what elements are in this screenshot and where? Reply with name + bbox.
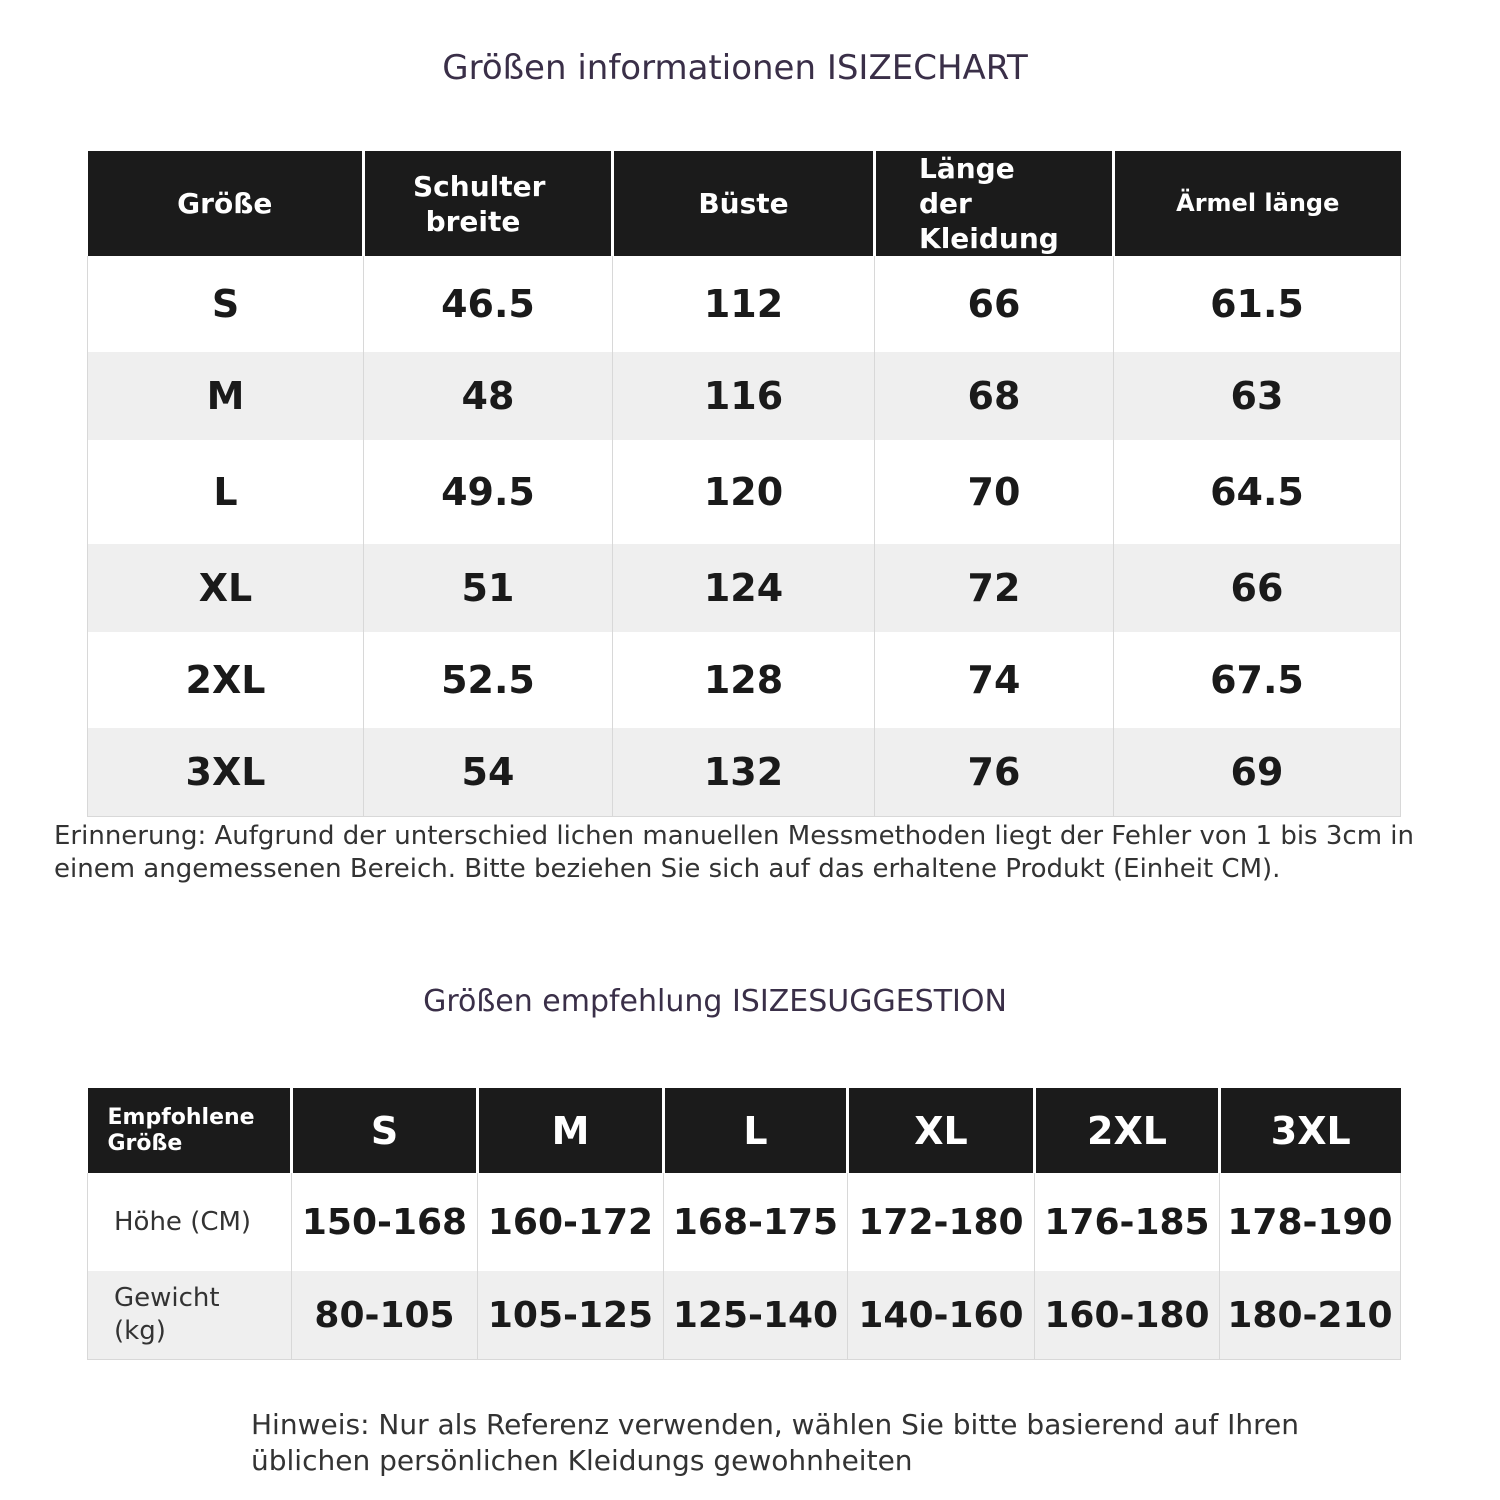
- sleeve-length-cell: 64.5: [1114, 440, 1401, 544]
- sleeve-length-cell: 63: [1114, 352, 1401, 440]
- table-row: [88, 632, 1401, 728]
- weight-label: [88, 1271, 292, 1360]
- size-cell: S: [88, 256, 364, 352]
- height-range-cell: 160-172: [478, 1173, 664, 1271]
- column-header-label: Schulter breite: [413, 169, 546, 238]
- size-header-2xl: 2XL: [1035, 1088, 1220, 1173]
- height-label: Höhe (CM): [88, 1173, 292, 1271]
- measurement-reminder-note: Erinnerung: Aufgrund der unterschied lichen manuellen Messmethoden liegt der Fehler von 1 bis 3cm in einem angemessenen Bereich. Bitte beziehen Sie sich auf das erhaltene Produkt (Einheit CM).: [54, 821, 1414, 884]
- height-range-cell: 176-185: [1035, 1173, 1220, 1271]
- weight-row: [88, 1271, 1401, 1360]
- size-header-xl: XL: [848, 1088, 1035, 1173]
- size-suggestion-table: [87, 1088, 1401, 1360]
- shoulder-width-cell: 51: [364, 544, 613, 632]
- reference-hint-note: Hinweis: Nur als Referenz verwenden, wählen Sie bitte basierend auf Ihren üblichen persönlichen Kleidungs gewohnheiten: [251, 1408, 1300, 1477]
- size-header-l: L: [664, 1088, 848, 1173]
- weight-range-cell: 80-105: [292, 1271, 478, 1360]
- recommended-size-header: [88, 1088, 292, 1173]
- bust-cell: 132: [613, 728, 875, 816]
- column-header-bust: Büste: [613, 151, 875, 256]
- garment-length-cell: 68: [875, 352, 1114, 440]
- shoulder-width-cell: 52.5: [364, 632, 613, 728]
- shoulder-width-cell: 49.5: [364, 440, 613, 544]
- size-header-3xl: 3XL: [1220, 1088, 1401, 1173]
- table-row: [88, 440, 1401, 544]
- size-cell: M: [88, 352, 364, 440]
- height-range-cell: 178-190: [1220, 1173, 1401, 1271]
- size-header-m: M: [478, 1088, 664, 1173]
- column-header-sleeve-length: Ärmel länge: [1114, 151, 1401, 256]
- column-header-label: Länge der Kleidung: [919, 152, 1059, 255]
- shoulder-width-cell: 46.5: [364, 256, 613, 352]
- sleeve-length-cell: 67.5: [1114, 632, 1401, 728]
- garment-length-cell: 76: [875, 728, 1114, 816]
- garment-length-cell: 74: [875, 632, 1114, 728]
- weight-range-cell: 160-180: [1035, 1271, 1220, 1360]
- size-chart-title: Größen informationen ISIZECHART: [442, 48, 1028, 88]
- bust-cell: 112: [613, 256, 875, 352]
- bust-cell: 128: [613, 632, 875, 728]
- shoulder-width-cell: 54: [364, 728, 613, 816]
- table-row: [88, 544, 1401, 632]
- sleeve-length-cell: 61.5: [1114, 256, 1401, 352]
- table-row: [88, 352, 1401, 440]
- size-cell: XL: [88, 544, 364, 632]
- sleeve-length-cell: 66: [1114, 544, 1401, 632]
- bust-cell: 116: [613, 352, 875, 440]
- size-cell: 2XL: [88, 632, 364, 728]
- height-range-cell: 172-180: [848, 1173, 1035, 1271]
- bust-cell: 124: [613, 544, 875, 632]
- size-chart-table: [87, 151, 1401, 817]
- weight-range-cell: 125-140: [664, 1271, 848, 1360]
- weight-label-text: Gewicht (kg): [114, 1283, 220, 1346]
- garment-length-cell: 66: [875, 256, 1114, 352]
- table-row: [88, 728, 1401, 816]
- garment-length-cell: 70: [875, 440, 1114, 544]
- height-row: [88, 1173, 1401, 1271]
- weight-range-cell: 105-125: [478, 1271, 664, 1360]
- suggestion-header-row: [88, 1088, 1401, 1173]
- height-range-cell: 150-168: [292, 1173, 478, 1271]
- garment-length-cell: 72: [875, 544, 1114, 632]
- recommended-size-label: Empfohlene Größe: [107, 1104, 255, 1156]
- column-header-size: Größe: [88, 151, 364, 256]
- size-header-s: S: [292, 1088, 478, 1173]
- size-cell: 3XL: [88, 728, 364, 816]
- bust-cell: 120: [613, 440, 875, 544]
- shoulder-width-cell: 48: [364, 352, 613, 440]
- weight-range-cell: 140-160: [848, 1271, 1035, 1360]
- column-header-shoulder-width: [364, 151, 613, 256]
- column-header-garment-length: [875, 151, 1114, 256]
- weight-range-cell: 180-210: [1220, 1271, 1401, 1360]
- size-cell: L: [88, 440, 364, 544]
- sleeve-length-cell: 69: [1114, 728, 1401, 816]
- size-chart-header-row: [88, 151, 1401, 256]
- size-suggestion-title: Größen empfehlung ISIZESUGGESTION: [423, 984, 1007, 1019]
- table-row: [88, 256, 1401, 352]
- height-range-cell: 168-175: [664, 1173, 848, 1271]
